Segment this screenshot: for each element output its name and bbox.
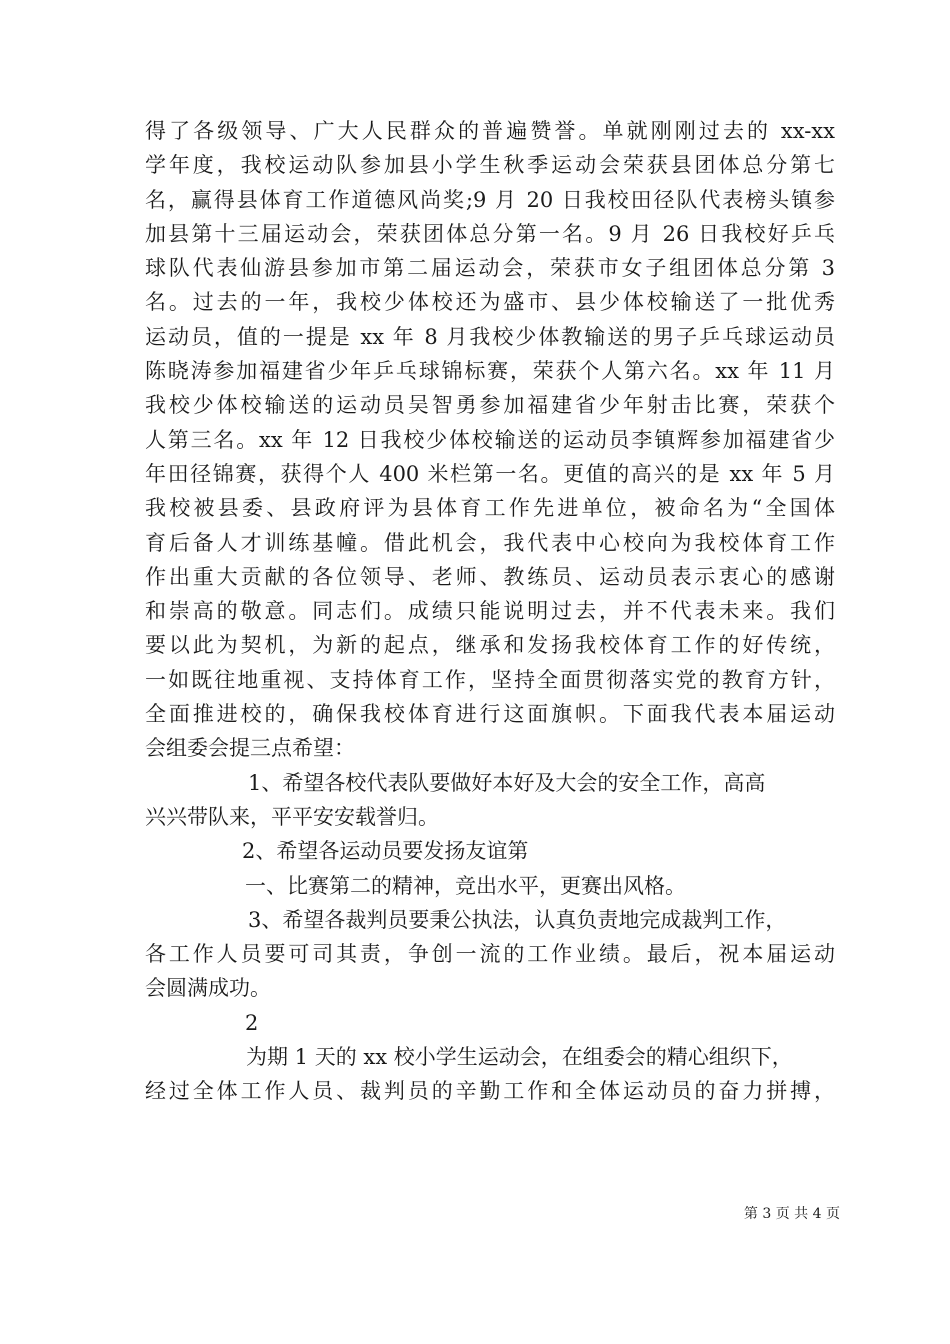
text-line: 要以此为契机，为新的起点，继承和发扬我校体育工作的好传统，: [145, 633, 835, 658]
text-line: 得了各级领导、广大人民群众的普遍赞誉。单就刚刚过去的 xx-xx: [145, 119, 835, 143]
text-line: 陈晓涛参加福建省少年乒乓球锦标赛，荣获个人第六名。xx 年 11 月: [145, 359, 835, 384]
text-line: 运动员，值的一提是 xx 年 8 月我校少体教输送的男子乒乓球运动员: [145, 324, 835, 349]
text-line: 会组委会提三点希望：: [145, 736, 355, 761]
section-number: 2: [245, 1010, 259, 1035]
text-line: 1、希望各校代表队要做好本好及大会的安全工作，高高: [248, 770, 766, 795]
text-line: 会圆满成功。: [145, 976, 271, 1001]
text-line: 一、比赛第二的精神，竞出水平，更赛出风格。: [245, 873, 686, 898]
text-line: 作出重大贡献的各位领导、老师、教练员、运动员表示衷心的感谢: [145, 564, 835, 589]
page-footer: 第 3 页 共 4 页: [743, 1206, 840, 1222]
text-line: 为期 1 天的 xx 校小学生运动会，在组委会的精心组织下，: [246, 1045, 793, 1070]
text-line: 名。过去的一年，我校少体校还为盛市、县少体校输送了一批优秀: [145, 290, 835, 315]
text-line: 和崇高的敬意。同志们。成绩只能说明过去，并不代表未来。我们: [145, 599, 835, 624]
text-line: 兴兴带队来，平平安安载誉归。: [145, 804, 439, 829]
text-line: 名，赢得县体育工作道德风尚奖;9 月 20 日我校田径队代表榜头镇参: [145, 187, 835, 212]
text-line: 学年度，我校运动队参加县小学生秋季运动会荣获县团体总分第七: [145, 153, 835, 178]
text-line: 加县第十三届运动会，荣获团体总分第一名。9 月 26 日我校好乒乓: [145, 221, 835, 246]
text-line: 一如既往地重视、支持体育工作，坚持全面贯彻落实党的教育方针，: [145, 667, 835, 692]
text-line: 3、希望各裁判员要秉公执法，认真负责地完成裁判工作，: [248, 907, 787, 932]
text-line: 我校被县委、县政府评为县体育工作先进单位，被命名为“全国体: [145, 496, 835, 521]
text-line: 我校少体校输送的运动员吴智勇参加福建省少年射击比赛，荣获个: [145, 393, 835, 418]
text-line: 经过全体工作人员、裁判员的辛勤工作和全体运动员的奋力拼搏，: [145, 1079, 835, 1104]
text-line: 球队代表仙游县参加市第二届运动会，荣获市女子组团体总分第 3: [145, 256, 835, 281]
text-line: 各工作人员要可司其责，争创一流的工作业绩。最后，祝本届运动: [145, 942, 835, 967]
text-line: 全面推进校的，确保我校体育进行这面旗帜。下面我代表本届运动: [145, 702, 835, 727]
text-line: 年田径锦赛，获得个人 400 米栏第一名。更值的高兴的是 xx 年 5 月: [145, 461, 835, 486]
text-line: 人第三名。xx 年 12 日我校少体校输送的运动员李镇辉参加福建省少: [145, 427, 835, 452]
body-text: [145, 114, 835, 1109]
text-line: 育后备人才训练基幢。借此机会，我代表中心校向为我校体育工作: [145, 530, 835, 555]
text-line: 2、希望各运动员要发扬友谊第: [242, 839, 529, 864]
